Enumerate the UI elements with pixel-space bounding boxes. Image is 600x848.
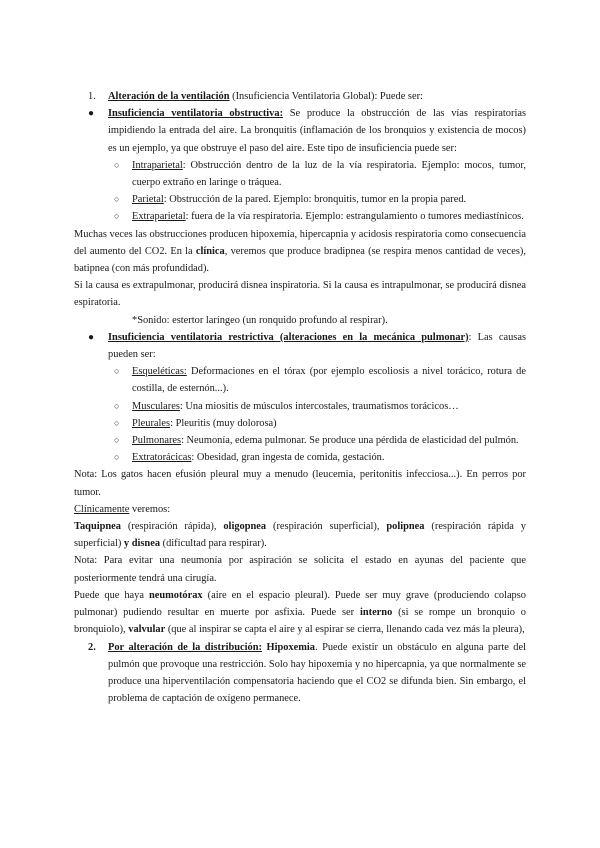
obstructive-text: Se produce la obstrucción de las vías respiratorias impidiendo la entrada del aire. La bronquitis (inflamación de los bronquios y existencia de mocos) es un ejemplo, ya que obstruye el paso del aire. Este tipo de insuficiencia puede ser:	[108, 108, 526, 154]
type-text: : Obstrucción dentro de la luz de la vía respiratoria. Ejemplo: mocos, tumor, cuerpo extraño en laringe o tráquea.	[132, 159, 526, 189]
list-number: 2.	[88, 641, 96, 653]
type-label: Intraparietal	[132, 159, 183, 171]
text-run: (respiración rápida y superficial)	[74, 521, 526, 550]
obstructive-item	[74, 105, 526, 157]
note-cats: Nota: Los gatos hacen efusión pleural muy a menudo (leucemia, peritonitis infecciosa...). En perros por tumor.	[74, 469, 526, 498]
restrictive-type	[74, 363, 526, 397]
restrictive-type	[74, 398, 526, 415]
text-run: (respiración rápida),	[120, 521, 224, 533]
restrictive-type	[74, 449, 526, 466]
hollow-bullet-icon: ○	[114, 366, 120, 377]
type-label: Pulmonares	[132, 435, 182, 447]
document-content	[74, 88, 526, 707]
section-title: Alteración de la ventilación	[108, 91, 230, 102]
bold-term: disnea	[131, 538, 161, 550]
bold-term: neumotórax	[148, 589, 203, 601]
bold-term: y	[123, 538, 132, 550]
obstruction-paragraph	[74, 226, 526, 278]
text-run: , veremos que produce bradipnea (se respira menos cantidad de veces), batipnea (con más profundidad).	[74, 245, 526, 275]
section-title: Por alteración de la distribución:	[108, 641, 262, 653]
obstructive-type	[74, 208, 526, 225]
restrictive-type	[74, 432, 526, 449]
text-run: (aire en el espacio pleural). Puede ser muy grave (produciendo colapso pulmonar) pudiendo resultar en muerte por asfixia. Puede ser	[74, 589, 526, 619]
text-run: Muchas veces las obstrucciones producen hipoxemia, hipercapnia y acidosis respiratoria como consecuencia del aumento del CO2. En la	[74, 228, 526, 257]
hollow-bullet-icon: ○	[114, 159, 120, 170]
clinic-label: Clínicamente	[74, 503, 130, 515]
type-label: Extraparietal	[132, 211, 186, 223]
type-label: Parietal	[132, 194, 164, 206]
text-run: (dificultad para respirar).	[160, 538, 267, 550]
text-run: (respiración superficial),	[266, 521, 387, 533]
type-text: : Neumonía, edema pulmonar. Se produce una pérdida de elasticidad del pulmón.	[181, 435, 519, 447]
cause-paragraph: Si la causa es extrapulmonar, producirá disnea inspiratoria. Si la causa es intrapulmonar, se producirá disnea espiratoria.	[74, 280, 526, 309]
type-label: Musculares	[132, 400, 180, 412]
note-pneumonia: Nota: Para evitar una neumonía por aspiración se solicita el estado en ayunas del paciente que posteriormente tendrá una cirugía.	[74, 555, 526, 584]
bold-term: Taquipnea	[74, 521, 121, 533]
section-distribution	[74, 639, 526, 708]
filled-bullet-icon: ●	[88, 108, 95, 120]
section-text: . Puede existir un obstáculo en alguna parte del pulmón que provoque una restricción. Solo hay hipoxemia y no hipercapnia, ya que normalmente se produce una hiperventilación compensatoria haciendo que el CO2 se difunda bien. Sin embargo, el problema de captación de oxígeno permanece.	[108, 641, 527, 705]
type-label: Pleurales	[132, 417, 171, 429]
hollow-bullet-icon: ○	[114, 452, 120, 463]
hollow-bullet-icon: ○	[114, 211, 120, 222]
list-number: 1.	[88, 91, 96, 102]
filled-bullet-icon: ●	[88, 331, 95, 343]
type-text: Deformaciones en el tórax (por ejemplo escoliosis a nivel torácico, rotura de costilla, de esternón...).	[132, 366, 526, 395]
bold-term: interno	[359, 607, 393, 619]
bold-term: Hipoxemia	[266, 641, 315, 653]
type-text: : Una miositis de músculos intercostales, traumatismos torácicos…	[179, 400, 459, 412]
restrictive-title: Insuficiencia ventilatoria restrictiva (alteraciones en la mecánica pulmonar)	[108, 331, 469, 343]
text-run: (que al inspirar se capta el aire y al espirar se cierra, llenando cada vez más la pleura),	[165, 624, 525, 636]
obstructive-title: Insuficiencia ventilatoria obstructiva:	[108, 108, 284, 120]
sound-note: *Sonido: estertor laríngeo (un ronquido profundo al respirar).	[132, 314, 388, 326]
type-text: : Pleuritis (muy dolorosa)	[170, 417, 277, 429]
type-text: : Obesidad, gran ingesta de comida, gestación.	[191, 452, 385, 464]
obstructive-type	[74, 157, 526, 191]
type-label: Esqueléticas:	[132, 366, 187, 378]
restrictive-text: : Las causas pueden ser:	[108, 331, 526, 361]
pneumothorax-paragraph	[74, 587, 526, 639]
hollow-bullet-icon: ○	[114, 417, 120, 428]
section-subtitle: (Insuficiencia Ventilatoria Global): Puede ser:	[232, 91, 423, 102]
bold-term: oligopnea	[223, 521, 267, 533]
bold-term: polipnea	[386, 521, 425, 533]
obstructive-type	[74, 191, 526, 208]
type-label: Extratorácicas	[132, 452, 192, 464]
text-run: (si se rompe un bronquio o bronquiolo),	[74, 607, 526, 636]
bold-term: valvular	[128, 624, 166, 636]
section-ventilation	[74, 88, 526, 105]
breathing-paragraph	[74, 518, 526, 552]
text-run: veremos:	[129, 503, 171, 515]
hollow-bullet-icon: ○	[114, 400, 120, 411]
clinic-heading	[74, 501, 526, 518]
restrictive-item	[74, 329, 526, 363]
bold-term: clínica	[195, 245, 225, 257]
type-text: : Obstrucción de la pared. Ejemplo: bronquitis, tumor en la propia pared.	[163, 194, 467, 206]
hollow-bullet-icon: ○	[114, 194, 120, 205]
type-text: : fuera de la vía respiratoria. Ejemplo: estrangulamiento o tumores mediastínicos.	[185, 211, 524, 223]
text-run: Puede que haya	[74, 589, 149, 601]
restrictive-type	[74, 415, 526, 432]
hollow-bullet-icon: ○	[114, 435, 120, 446]
